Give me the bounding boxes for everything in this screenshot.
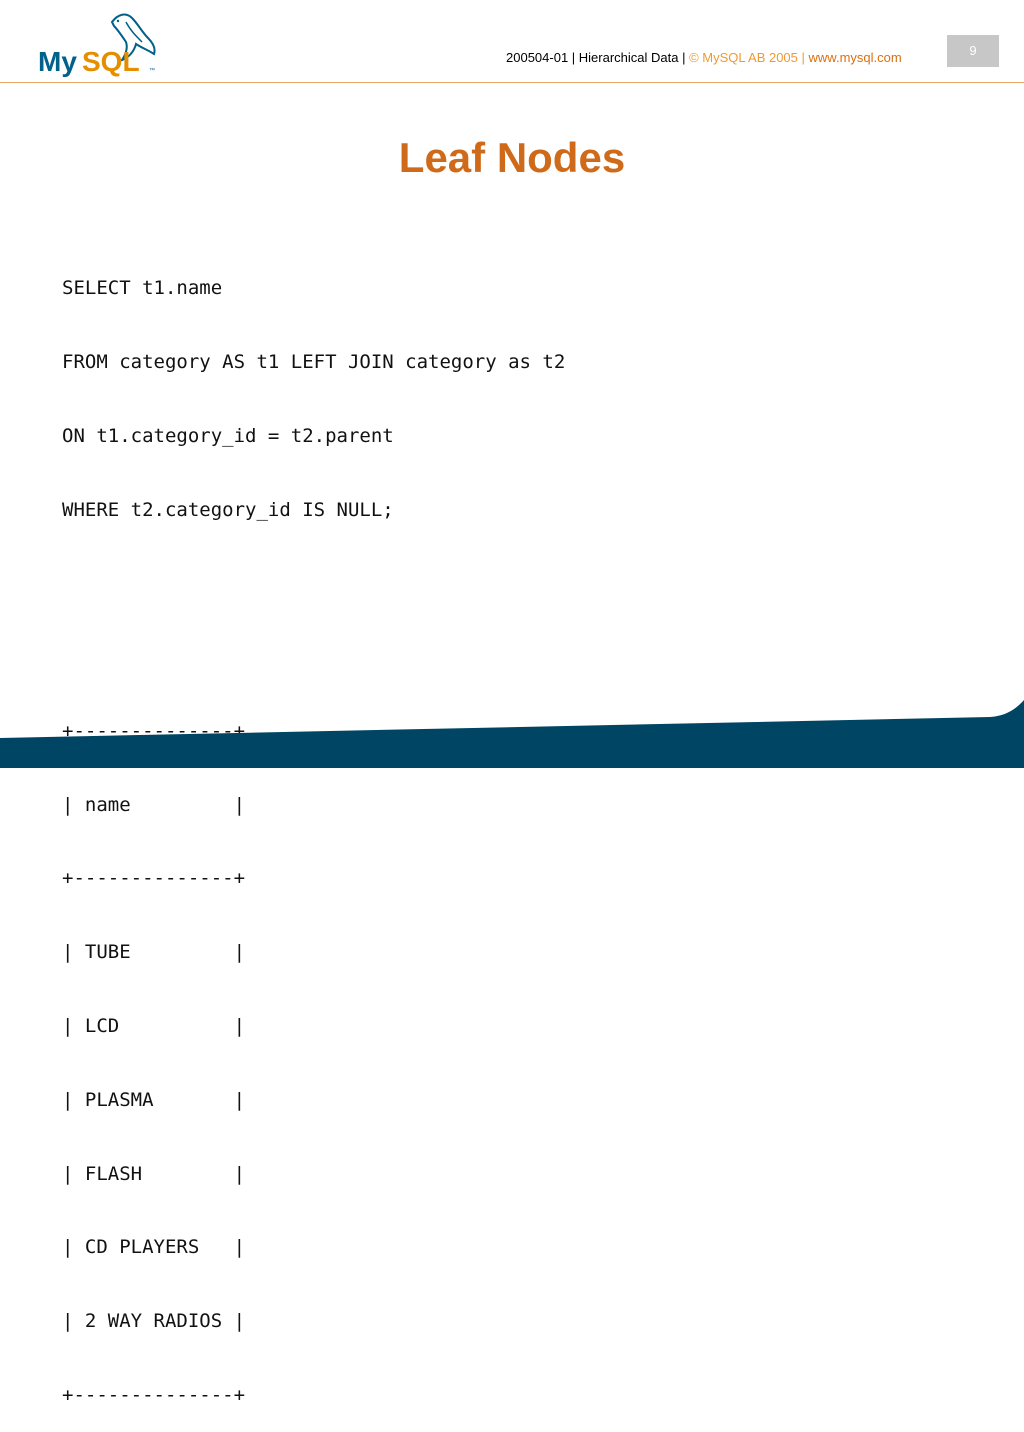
footer-wave-shape bbox=[0, 690, 1024, 768]
query-line: SELECT t1.name bbox=[62, 277, 223, 300]
svg-text:My: My bbox=[38, 46, 77, 77]
footer-band bbox=[0, 690, 1024, 768]
slide-number: 9 bbox=[947, 35, 999, 67]
header-copyright: © MySQL AB 2005 | bbox=[689, 50, 805, 65]
code-block bbox=[62, 227, 565, 1432]
result-table-line: | 2 WAY RADIOS | bbox=[62, 1310, 246, 1333]
query-line: WHERE t2.category_id IS NULL; bbox=[62, 498, 394, 521]
query-line: ON t1.category_id = t2.parent bbox=[62, 424, 394, 447]
query-line: FROM category AS t1 LEFT JOIN category as t2 bbox=[62, 350, 566, 373]
svg-text:SQL: SQL bbox=[82, 46, 140, 77]
mysql-logo bbox=[30, 8, 170, 78]
result-table-line: | CD PLAYERS | bbox=[62, 1236, 246, 1259]
header-presentation-info: 200504-01 | Hierarchical Data | bbox=[506, 50, 690, 65]
blank-line bbox=[62, 645, 565, 670]
result-table-line: +--------------+ bbox=[62, 867, 246, 890]
blank-line bbox=[62, 571, 565, 596]
result-table-line: | PLASMA | bbox=[62, 1088, 246, 1111]
header-info bbox=[506, 50, 902, 65]
result-table-line: | LCD | bbox=[62, 1015, 246, 1037]
result-table-line: | name | bbox=[62, 793, 246, 816]
header-divider bbox=[0, 82, 1024, 83]
svg-text:™: ™ bbox=[149, 68, 155, 74]
result-table-line: +--------------+ bbox=[62, 719, 246, 742]
result-table-line: +--------------+ bbox=[62, 1383, 246, 1406]
result-table-line: | FLASH | bbox=[62, 1162, 246, 1185]
header-website-link[interactable]: www.mysql.com bbox=[808, 50, 902, 65]
dolphin-icon bbox=[30, 8, 170, 78]
slide-title: Leaf Nodes bbox=[398, 134, 626, 181]
result-table-line: | TUBE | bbox=[62, 941, 246, 964]
